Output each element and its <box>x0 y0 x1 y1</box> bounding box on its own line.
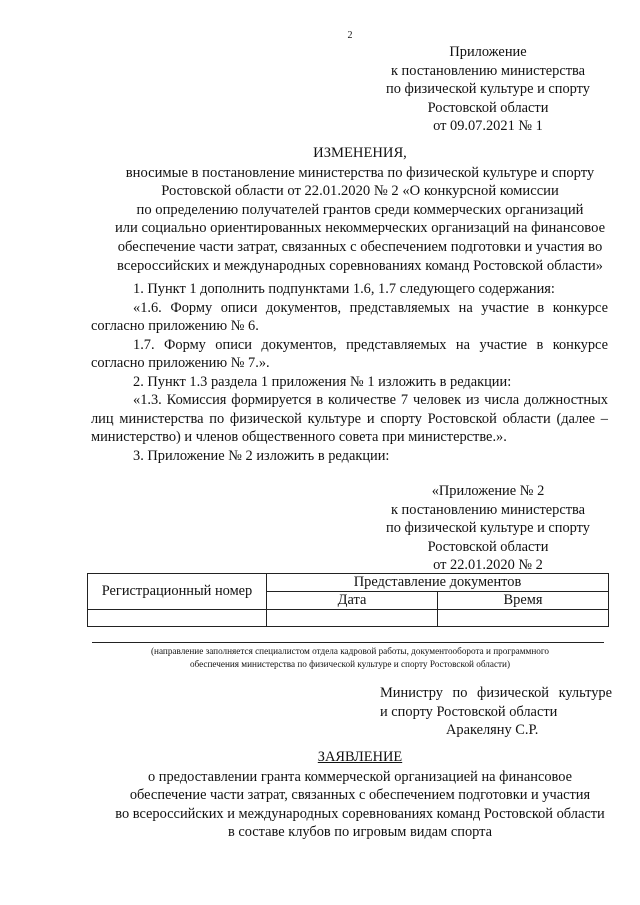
documents-header: Представление документов <box>267 574 609 592</box>
appendix2-header-line: «Приложение № 2 <box>431 483 545 499</box>
date-cell[interactable] <box>267 610 438 627</box>
statement-line: о предоставлении гранта коммерческой организацией на финансовое <box>147 768 573 785</box>
appendix-header-line: Приложение <box>449 44 527 60</box>
date-header: Дата <box>267 592 438 610</box>
table-row <box>88 574 609 592</box>
addressee-line: Аракеляну С.Р. <box>446 722 539 739</box>
registration-number-cell[interactable] <box>88 610 267 627</box>
appendix-header-line: Ростовской области <box>427 99 549 116</box>
appendix-header-line: по физической культуре и спорту <box>386 81 590 98</box>
registration-number-header: Регистрационный номер <box>88 574 267 610</box>
statement-line: во всероссийских и международных соревнованиях команд Ростовской области <box>115 805 605 822</box>
changes-subtitle-line: по определению получателей грантов среди коммерческих организаций <box>136 201 584 218</box>
changes-subtitle-line: обеспечение части затрат, связанных с обеспечением подготовки и участия во <box>117 238 603 255</box>
appendix2-header <box>368 482 608 575</box>
changes-subtitle-line: или социально ориентированных некоммерческих организаций на финансовое <box>114 220 606 237</box>
filling-note-line: (направление заполняется специалистом отдела кадровой работы, документооборота и программного <box>150 646 550 656</box>
body-text <box>91 280 608 465</box>
changes-subtitle-line: вносимые в постановление министерства по физической культуре и спорту <box>125 164 595 181</box>
addressee <box>380 684 612 740</box>
statement-line: обеспечение части затрат, связанных с обеспечением подготовки и участия <box>129 787 591 804</box>
page-number: 2 <box>347 30 353 41</box>
appendix2-header-line: по физической культуре и спорту <box>386 520 590 537</box>
time-header: Время <box>438 592 609 610</box>
appendix-header-line: от 09.07.2021 № 1 <box>433 118 543 135</box>
filling-note-line: обеспечения министерства по физической культуре и спорту Ростовской области) <box>189 658 511 669</box>
addressee-line: Министру по физической культуре <box>380 685 612 701</box>
paragraph-1: 1. Пункт 1 дополнить подпунктами 1.6, 1.7 следующего содержания: <box>133 281 555 297</box>
statement-title: ЗАЯВЛЕНИЕ <box>317 749 403 765</box>
time-cell[interactable] <box>438 610 609 627</box>
statement-block <box>80 748 640 842</box>
appendix2-header-line: от 22.01.2020 № 2 <box>433 557 543 574</box>
paragraph-6: 3. Приложение № 2 изложить в редакции: <box>133 447 390 464</box>
paragraph-2: «1.6. Форму описи документов, представляемых на участие в конкурсе согласно приложению № 6. <box>91 299 608 334</box>
separator-line <box>92 642 604 643</box>
paragraph-3: 1.7. Форму описи документов, представляемых на участие в конкурсе согласно приложению № 7.». <box>91 336 608 371</box>
appendix2-header-line: Ростовской области <box>427 538 549 555</box>
changes-subtitle-line: Ростовской области от 22.01.2020 № 2 «О конкурсной комиссии <box>161 183 559 200</box>
statement-line: в составе клубов по игровым видам спорта <box>227 824 493 841</box>
table-row <box>88 610 609 627</box>
appendix-header <box>368 43 608 136</box>
changes-subtitle-line: всероссийских и международных соревнованиях команд Ростовской области» <box>117 257 603 274</box>
changes-title: ИЗМЕНЕНИЯ, <box>313 145 407 161</box>
paragraph-5: «1.3. Комиссия формируется в количестве 7 человек из числа должностных лиц министерства по физической культуре и спорту Ростовской области (далее – министерство) и членов общественного совета при министерстве.». <box>91 392 608 445</box>
changes-block <box>80 144 640 275</box>
appendix2-header-line: к постановлению министерства <box>390 501 586 518</box>
filling-note <box>80 645 620 670</box>
paragraph-4: 2. Пункт 1.3 раздела 1 приложения № 1 изложить в редакции: <box>133 373 512 390</box>
addressee-line: и спорту Ростовской области <box>380 703 558 720</box>
appendix-header-line: к постановлению министерства <box>390 62 586 79</box>
registration-table <box>87 573 609 627</box>
